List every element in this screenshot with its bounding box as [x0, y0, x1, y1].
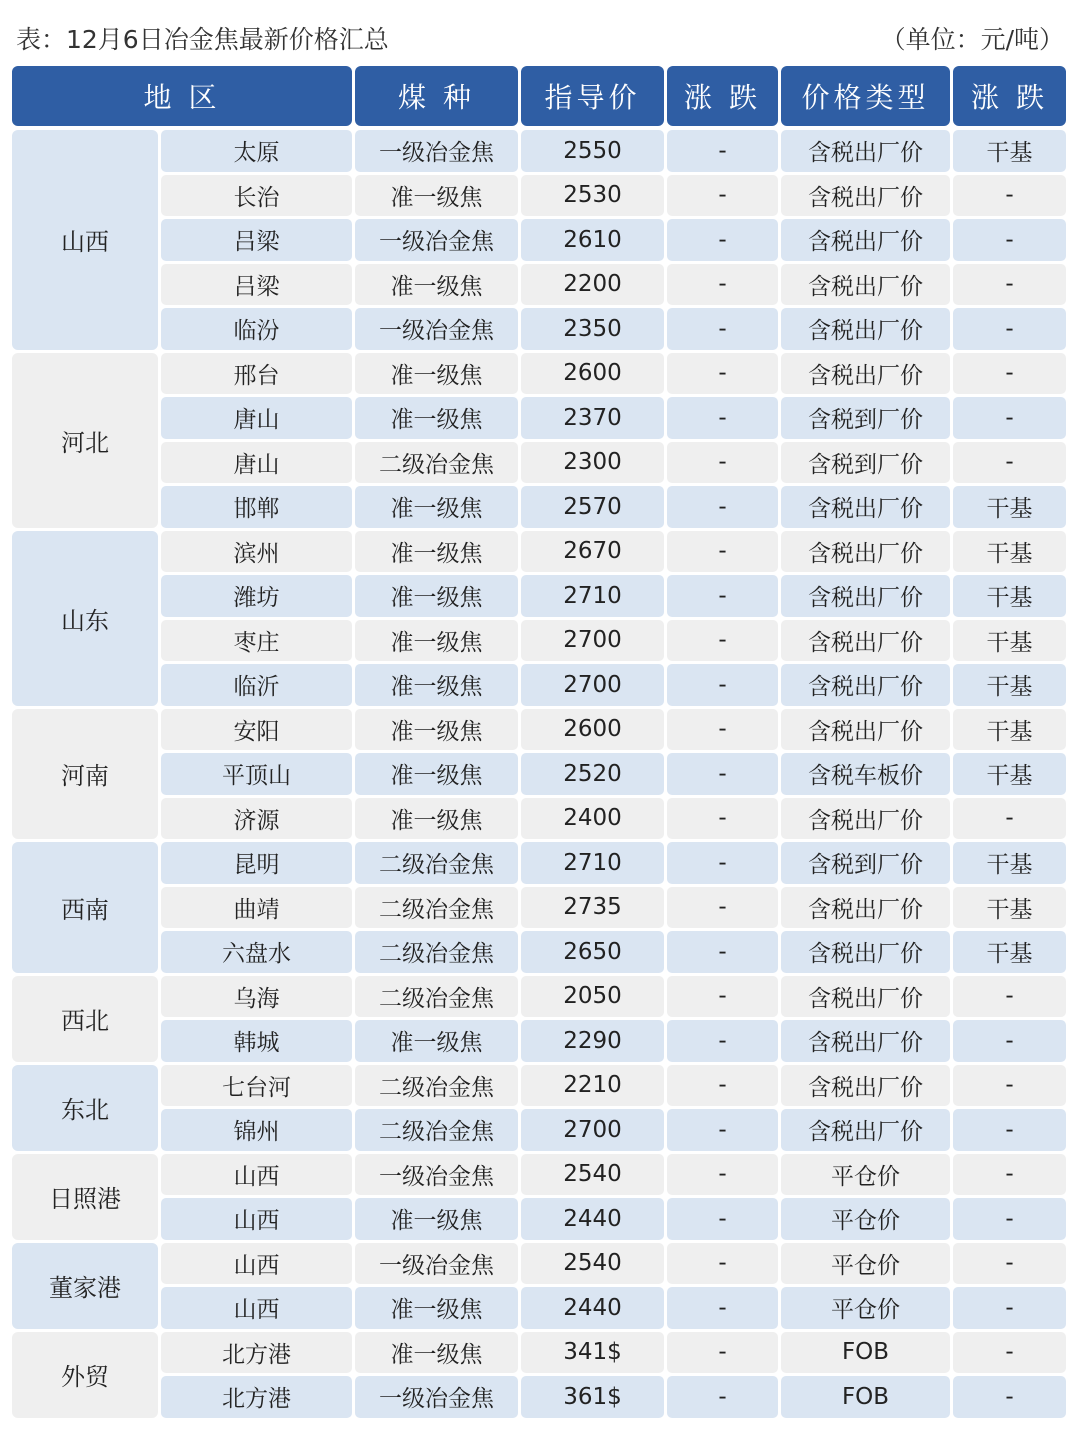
coal-type-cell: 一级冶金焦 — [355, 1243, 518, 1285]
guide-price-cell: 2050 — [521, 976, 664, 1018]
basis-cell: - — [953, 1198, 1066, 1240]
price-type-cell: 含税到厂价 — [781, 442, 950, 484]
region-group — [12, 976, 1070, 1062]
city-cell: 锦州 — [161, 1109, 352, 1151]
table-body — [12, 130, 1070, 1418]
change-cell: - — [667, 664, 778, 706]
guide-price-cell: 2300 — [521, 442, 664, 484]
change-cell: - — [667, 1287, 778, 1329]
region-cell: 山东 — [12, 531, 158, 706]
city-cell: 唐山 — [161, 397, 352, 439]
price-type-cell: 含税出厂价 — [781, 575, 950, 617]
price-type-cell: 含税出厂价 — [781, 931, 950, 973]
city-cell: 山西 — [161, 1243, 352, 1285]
region-group — [12, 353, 1070, 528]
change-cell: - — [667, 842, 778, 884]
price-type-cell: 平仓价 — [781, 1154, 950, 1196]
basis-cell: - — [953, 308, 1066, 350]
city-cell: 太原 — [161, 130, 352, 172]
change-cell: - — [667, 397, 778, 439]
basis-cell: - — [953, 219, 1066, 261]
table-row — [161, 798, 1066, 840]
price-type-cell: 含税出厂价 — [781, 887, 950, 929]
change-cell: - — [667, 1020, 778, 1062]
guide-price-cell: 2600 — [521, 709, 664, 751]
coal-type-cell: 一级冶金焦 — [355, 219, 518, 261]
coal-type-cell: 二级冶金焦 — [355, 1065, 518, 1107]
price-type-cell: 含税出厂价 — [781, 976, 950, 1018]
city-cell: 北方港 — [161, 1376, 352, 1418]
coal-type-cell: 准一级焦 — [355, 1020, 518, 1062]
city-cell: 临汾 — [161, 308, 352, 350]
change-cell: - — [667, 1154, 778, 1196]
guide-price-cell: 2440 — [521, 1198, 664, 1240]
change-cell: - — [667, 976, 778, 1018]
basis-cell: 干基 — [953, 887, 1066, 929]
change-cell: - — [667, 175, 778, 217]
basis-cell: - — [953, 798, 1066, 840]
header-coal-type: 煤 种 — [355, 66, 518, 126]
table-row — [161, 1020, 1066, 1062]
price-table — [12, 66, 1070, 1421]
table-row — [161, 753, 1066, 795]
region-cell: 西北 — [12, 976, 158, 1062]
price-type-cell: 含税出厂价 — [781, 130, 950, 172]
city-cell: 昆明 — [161, 842, 352, 884]
change-cell: - — [667, 1109, 778, 1151]
city-cell: 长治 — [161, 175, 352, 217]
table-row — [161, 219, 1066, 261]
header-region: 地 区 — [12, 66, 352, 126]
price-type-cell: 含税出厂价 — [781, 353, 950, 395]
guide-price-cell: 2710 — [521, 842, 664, 884]
price-type-cell: FOB — [781, 1332, 950, 1374]
price-type-cell: 平仓价 — [781, 1198, 950, 1240]
coal-type-cell: 一级冶金焦 — [355, 1154, 518, 1196]
guide-price-cell: 361$ — [521, 1376, 664, 1418]
city-cell: 滨州 — [161, 531, 352, 573]
coal-type-cell: 二级冶金焦 — [355, 887, 518, 929]
region-cell: 董家港 — [12, 1243, 158, 1329]
basis-cell: - — [953, 397, 1066, 439]
header-change: 涨 跌 — [667, 66, 778, 126]
city-cell: 曲靖 — [161, 887, 352, 929]
coal-type-cell: 准一级焦 — [355, 709, 518, 751]
region-cell: 河南 — [12, 709, 158, 840]
region-group — [12, 531, 1070, 706]
change-cell: - — [667, 486, 778, 528]
table-row — [161, 308, 1066, 350]
basis-cell: 干基 — [953, 130, 1066, 172]
region-group — [12, 709, 1070, 840]
change-cell: - — [667, 308, 778, 350]
basis-cell: - — [953, 353, 1066, 395]
guide-price-cell: 2700 — [521, 664, 664, 706]
table-header — [12, 66, 1070, 126]
city-cell: 临沂 — [161, 664, 352, 706]
city-cell: 吕梁 — [161, 264, 352, 306]
basis-cell: - — [953, 264, 1066, 306]
guide-price-cell: 2530 — [521, 175, 664, 217]
coal-type-cell: 一级冶金焦 — [355, 130, 518, 172]
table-row — [161, 264, 1066, 306]
region-cell: 河北 — [12, 353, 158, 528]
coal-type-cell: 准一级焦 — [355, 753, 518, 795]
coal-type-cell: 准一级焦 — [355, 798, 518, 840]
change-cell: - — [667, 709, 778, 751]
basis-cell: - — [953, 1065, 1066, 1107]
table-row — [161, 709, 1066, 751]
region-group — [12, 1243, 1070, 1329]
price-type-cell: 含税出厂价 — [781, 219, 950, 261]
city-cell: 枣庄 — [161, 620, 352, 662]
basis-cell: 干基 — [953, 753, 1066, 795]
price-type-cell: 含税出厂价 — [781, 531, 950, 573]
guide-price-cell: 2710 — [521, 575, 664, 617]
header-change-basis: 涨 跌 — [953, 66, 1066, 126]
basis-cell: 干基 — [953, 575, 1066, 617]
city-cell: 邯郸 — [161, 486, 352, 528]
price-type-cell: 含税出厂价 — [781, 264, 950, 306]
price-type-cell: 含税到厂价 — [781, 842, 950, 884]
region-group — [12, 1154, 1070, 1240]
city-cell: 山西 — [161, 1287, 352, 1329]
basis-cell: - — [953, 1332, 1066, 1374]
table-row — [161, 575, 1066, 617]
table-caption — [16, 20, 1064, 60]
table-row — [161, 1065, 1066, 1107]
city-cell: 平顶山 — [161, 753, 352, 795]
table-row — [161, 887, 1066, 929]
coal-type-cell: 准一级焦 — [355, 575, 518, 617]
table-row — [161, 1287, 1066, 1329]
price-type-cell: FOB — [781, 1376, 950, 1418]
table-row — [161, 486, 1066, 528]
city-cell: 乌海 — [161, 976, 352, 1018]
table-title: 表：12月6日冶金焦最新价格汇总 — [16, 25, 389, 54]
guide-price-cell: 2610 — [521, 219, 664, 261]
guide-price-cell: 2210 — [521, 1065, 664, 1107]
table-row — [161, 931, 1066, 973]
change-cell: - — [667, 1065, 778, 1107]
coal-type-cell: 准一级焦 — [355, 353, 518, 395]
coal-type-cell: 准一级焦 — [355, 264, 518, 306]
basis-cell: - — [953, 976, 1066, 1018]
coal-type-cell: 二级冶金焦 — [355, 442, 518, 484]
change-cell: - — [667, 531, 778, 573]
price-type-cell: 含税到厂价 — [781, 397, 950, 439]
coal-type-cell: 二级冶金焦 — [355, 931, 518, 973]
change-cell: - — [667, 264, 778, 306]
city-cell: 安阳 — [161, 709, 352, 751]
coal-type-cell: 准一级焦 — [355, 664, 518, 706]
basis-cell: 干基 — [953, 486, 1066, 528]
table-row — [161, 1243, 1066, 1285]
basis-cell: - — [953, 1154, 1066, 1196]
change-cell: - — [667, 1198, 778, 1240]
coal-type-cell: 二级冶金焦 — [355, 842, 518, 884]
header-guide-price: 指导价 — [521, 66, 664, 126]
table-row — [161, 842, 1066, 884]
table-row — [161, 976, 1066, 1018]
change-cell: - — [667, 887, 778, 929]
price-type-cell: 含税出厂价 — [781, 486, 950, 528]
table-row — [161, 353, 1066, 395]
guide-price-cell: 2540 — [521, 1154, 664, 1196]
city-cell: 潍坊 — [161, 575, 352, 617]
guide-price-cell: 2550 — [521, 130, 664, 172]
guide-price-cell: 2600 — [521, 353, 664, 395]
change-cell: - — [667, 753, 778, 795]
city-cell: 邢台 — [161, 353, 352, 395]
table-row — [161, 1376, 1066, 1418]
change-cell: - — [667, 1376, 778, 1418]
basis-cell: - — [953, 175, 1066, 217]
basis-cell: - — [953, 442, 1066, 484]
coal-type-cell: 准一级焦 — [355, 175, 518, 217]
table-row — [161, 531, 1066, 573]
price-type-cell: 含税车板价 — [781, 753, 950, 795]
guide-price-cell: 2650 — [521, 931, 664, 973]
city-cell: 七台河 — [161, 1065, 352, 1107]
price-type-cell: 含税出厂价 — [781, 620, 950, 662]
guide-price-cell: 341$ — [521, 1332, 664, 1374]
price-type-cell: 平仓价 — [781, 1243, 950, 1285]
region-group — [12, 1332, 1070, 1418]
basis-cell: 干基 — [953, 931, 1066, 973]
region-cell: 山西 — [12, 130, 158, 350]
region-cell: 西南 — [12, 842, 158, 973]
guide-price-cell: 2670 — [521, 531, 664, 573]
coal-type-cell: 一级冶金焦 — [355, 1376, 518, 1418]
city-cell: 唐山 — [161, 442, 352, 484]
price-type-cell: 含税出厂价 — [781, 1020, 950, 1062]
table-row — [161, 1154, 1066, 1196]
guide-price-cell: 2400 — [521, 798, 664, 840]
change-cell: - — [667, 353, 778, 395]
price-type-cell: 含税出厂价 — [781, 709, 950, 751]
region-group — [12, 1065, 1070, 1151]
price-type-cell: 含税出厂价 — [781, 664, 950, 706]
coal-type-cell: 准一级焦 — [355, 1198, 518, 1240]
change-cell: - — [667, 1332, 778, 1374]
basis-cell: 干基 — [953, 620, 1066, 662]
guide-price-cell: 2520 — [521, 753, 664, 795]
city-cell: 韩城 — [161, 1020, 352, 1062]
coal-type-cell: 二级冶金焦 — [355, 976, 518, 1018]
coal-type-cell: 准一级焦 — [355, 486, 518, 528]
city-cell: 山西 — [161, 1154, 352, 1196]
guide-price-cell: 2735 — [521, 887, 664, 929]
table-row — [161, 1109, 1066, 1151]
table-row — [161, 1198, 1066, 1240]
coal-type-cell: 准一级焦 — [355, 620, 518, 662]
table-row — [161, 664, 1066, 706]
change-cell: - — [667, 575, 778, 617]
change-cell: - — [667, 1243, 778, 1285]
region-group — [12, 842, 1070, 973]
city-cell: 北方港 — [161, 1332, 352, 1374]
price-type-cell: 含税出厂价 — [781, 175, 950, 217]
guide-price-cell: 2440 — [521, 1287, 664, 1329]
guide-price-cell: 2200 — [521, 264, 664, 306]
basis-cell: - — [953, 1376, 1066, 1418]
table-row — [161, 175, 1066, 217]
price-type-cell: 含税出厂价 — [781, 798, 950, 840]
price-type-cell: 含税出厂价 — [781, 1109, 950, 1151]
price-type-cell: 平仓价 — [781, 1287, 950, 1329]
table-row — [161, 1332, 1066, 1374]
guide-price-cell: 2570 — [521, 486, 664, 528]
change-cell: - — [667, 620, 778, 662]
guide-price-cell: 2540 — [521, 1243, 664, 1285]
header-price-type: 价格类型 — [781, 66, 950, 126]
guide-price-cell: 2370 — [521, 397, 664, 439]
guide-price-cell: 2290 — [521, 1020, 664, 1062]
guide-price-cell: 2700 — [521, 1109, 664, 1151]
change-cell: - — [667, 798, 778, 840]
region-cell: 外贸 — [12, 1332, 158, 1418]
region-cell: 东北 — [12, 1065, 158, 1151]
basis-cell: 干基 — [953, 842, 1066, 884]
guide-price-cell: 2700 — [521, 620, 664, 662]
price-type-cell: 含税出厂价 — [781, 308, 950, 350]
basis-cell: - — [953, 1020, 1066, 1062]
basis-cell: 干基 — [953, 709, 1066, 751]
change-cell: - — [667, 931, 778, 973]
unit-label: （单位：元/吨） — [880, 25, 1064, 54]
table-row — [161, 397, 1066, 439]
table-row — [161, 130, 1066, 172]
region-group — [12, 130, 1070, 350]
table-row — [161, 442, 1066, 484]
coal-type-cell: 准一级焦 — [355, 1332, 518, 1374]
basis-cell: 干基 — [953, 664, 1066, 706]
city-cell: 六盘水 — [161, 931, 352, 973]
basis-cell: - — [953, 1243, 1066, 1285]
price-type-cell: 含税出厂价 — [781, 1065, 950, 1107]
change-cell: - — [667, 219, 778, 261]
coal-type-cell: 二级冶金焦 — [355, 1109, 518, 1151]
basis-cell: - — [953, 1287, 1066, 1329]
change-cell: - — [667, 442, 778, 484]
basis-cell: 干基 — [953, 531, 1066, 573]
guide-price-cell: 2350 — [521, 308, 664, 350]
coal-type-cell: 准一级焦 — [355, 531, 518, 573]
basis-cell: - — [953, 1109, 1066, 1151]
coal-type-cell: 准一级焦 — [355, 397, 518, 439]
table-row — [161, 620, 1066, 662]
change-cell: - — [667, 130, 778, 172]
city-cell: 山西 — [161, 1198, 352, 1240]
coal-type-cell: 一级冶金焦 — [355, 308, 518, 350]
city-cell: 济源 — [161, 798, 352, 840]
city-cell: 吕梁 — [161, 219, 352, 261]
region-cell: 日照港 — [12, 1154, 158, 1240]
coal-type-cell: 准一级焦 — [355, 1287, 518, 1329]
